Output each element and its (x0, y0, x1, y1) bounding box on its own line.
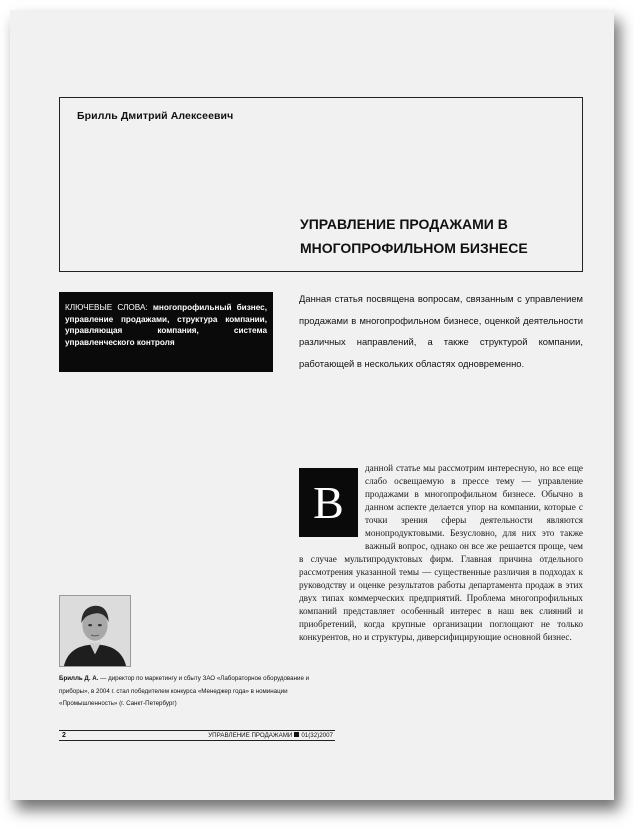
article-title-line-2: МНОГОПРОФИЛЬНОМ БИЗНЕСЕ (300, 240, 528, 256)
article-abstract: Данная статья посвящена вопросам, связанным с управлением продажами в многопрофильном бизнесе, оценкой деятельности различных направлений, а также структурой компании, работающей в нескольких областях одновременно. (299, 293, 583, 369)
keywords-box (59, 292, 273, 372)
keywords-label: КЛЮЧЕВЫЕ СЛОВА: (65, 303, 148, 312)
author-bio-name: Брилль Д. А. (59, 675, 99, 682)
author-photo (59, 595, 131, 667)
author-bio-text: — директор по маркетингу и сбыту ЗАО «Лабораторное оборудование и приборы», в 2004 г. стал победителем конкурса «Менеджер года» в номинации «Промышленность» (г. Санкт-Петербург) (59, 675, 310, 707)
dropcap-letter: В (299, 468, 358, 537)
square-separator-icon (294, 732, 299, 737)
article-title (300, 212, 528, 260)
magazine-page (10, 10, 614, 800)
article-body-text: данной статье мы рассмотрим интересную, но все еще слабо освещаемую в прессе тему — управление продажами в многопрофильном бизнесе. Обычно в данном аспекте делается упор на компании, которые с точки зрения сферы деятельности являются монопродуктовыми. Безусловно, для них это также важный вопрос, однако он все же решается проще, чем в случае мультипродуктовых фирм. Главная причина отдельного рассмотрения указанной темы — существенные различия в подходах к руководству и оценке результатов работы департамента продаж в этих двух типах коммерческих предприятий. Проблема многопрофильных компаний представляет особенный интерес в наш век слияний и приобретений, когда крупные организации поглощают не только конкурентов, но и структуры, диверсифицирующие основной бизнес. (299, 463, 583, 642)
magazine-name: УПРАВЛЕНИЕ ПРОДАЖАМИ (208, 732, 293, 739)
issue-number: 01(32)2007 (301, 732, 333, 739)
title-box (59, 97, 583, 272)
footer-magazine-info (208, 732, 333, 739)
article-title-line-1: УПРАВЛЕНИЕ ПРОДАЖАМИ В (300, 216, 508, 232)
keywords-text: многопрофильный бизнес, управление продажами, структура компании, управляющая компания, система управленческого контроля (65, 303, 268, 347)
author-portrait-image (60, 596, 130, 666)
page-number: 2 (62, 732, 66, 739)
page-footer (59, 730, 335, 741)
author-name: Брилль Дмитрий Алексеевич (77, 110, 234, 122)
author-bio (59, 673, 335, 711)
